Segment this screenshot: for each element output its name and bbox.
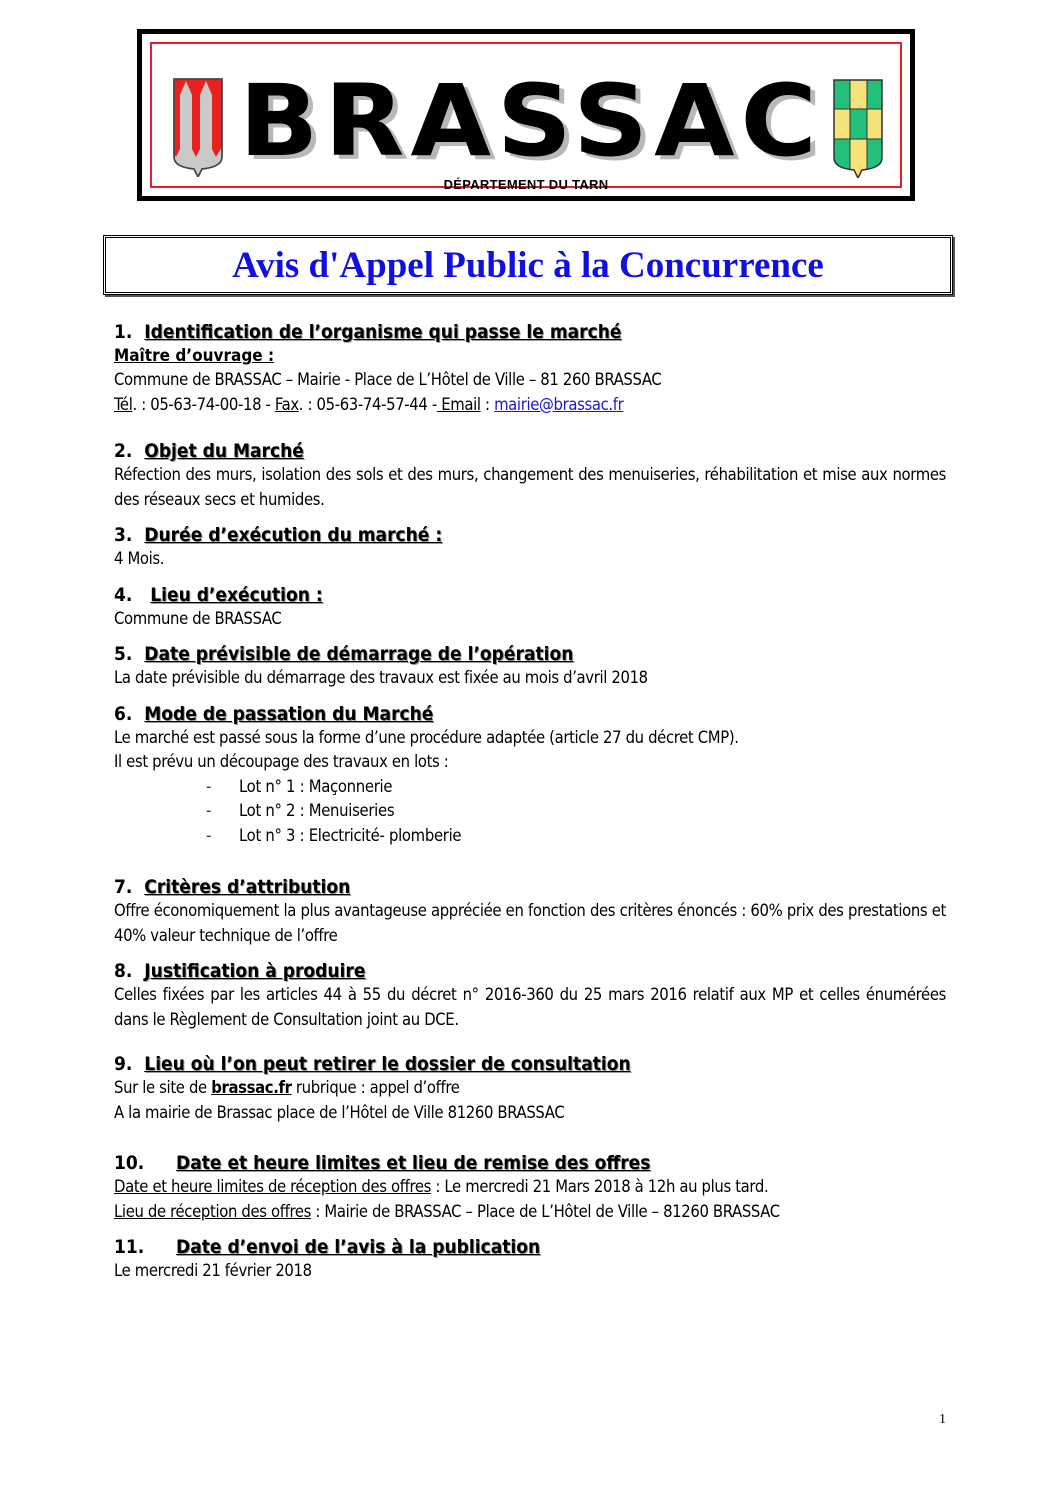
section-2: [114, 439, 946, 512]
section-heading: [114, 875, 946, 899]
brand-subtitle: DÉPARTEMENT DU TARN: [443, 177, 609, 192]
tel-label: Tél: [114, 394, 133, 414]
section-heading: [114, 583, 946, 607]
page-title: Avis d'Appel Public à la Concurrence: [232, 244, 824, 286]
deadline-line: [114, 1175, 946, 1200]
section-number: 5.: [114, 643, 133, 665]
email-separator: :: [480, 394, 495, 414]
section-6: [114, 702, 946, 849]
website-link[interactable]: brassac.fr: [211, 1078, 292, 1097]
document-body: [114, 320, 946, 1284]
lot-item: [114, 775, 946, 800]
lot-text: Lot n° 2 : Menuiseries: [239, 801, 395, 820]
section-title: Identification de l’organisme qui passe le marché: [144, 321, 622, 343]
section-11: [114, 1235, 946, 1284]
section-9: [114, 1052, 946, 1125]
deadline-value: : Le mercredi 21 Mars 2018 à 12h au plus tard.: [431, 1177, 769, 1196]
header-banner: [137, 29, 915, 201]
section-10: [114, 1151, 946, 1224]
section-text: La date prévisible du démarrage des travaux est fixée au mois d’avril 2018: [114, 668, 648, 687]
section-title: Lieu d’exécution :: [150, 583, 323, 606]
section-heading: [114, 959, 946, 983]
bullet: -: [206, 801, 212, 820]
text: rubrique : appel d’offre: [291, 1078, 460, 1097]
download-site-line: [114, 1076, 946, 1101]
maitre-ouvrage-label: Maître d’ouvrage :: [114, 346, 275, 366]
section-number: 7.: [114, 876, 133, 898]
section-text: Le marché est passé sous la forme d’une procédure adaptée (article 27 du décret CMP).: [114, 727, 739, 747]
section-title: Critères d’attribution: [144, 876, 351, 898]
section-heading: [114, 1151, 946, 1175]
section-heading: [114, 1052, 946, 1076]
fax-value: . : 05-63-74-57-44 -: [298, 394, 437, 414]
section-title: Date d’envoi de l’avis à la publication: [176, 1236, 541, 1258]
section-text: Celles fixées par les articles 44 à 55 du décret n° 2016-360 du 25 mars 2016 relatif aux MP et celles énumérées dans le Règlement de Consultation joint au DCE.: [114, 985, 946, 1029]
section-title: Durée d’exécution du marché :: [144, 524, 443, 546]
page-number: 1: [939, 1412, 946, 1427]
section-number: 1.: [114, 321, 133, 343]
lot-text: Lot n° 1 : Maçonnerie: [239, 776, 393, 796]
section-number: 8.: [114, 960, 133, 982]
section-heading: [114, 1235, 946, 1259]
section-number: 2.: [114, 440, 133, 462]
lot-text: Lot n° 3 : Electricité- plomberie: [239, 825, 462, 845]
section-heading: [114, 642, 946, 666]
section-text: Il est prévu un découpage des travaux en lots :: [114, 752, 449, 771]
tel-value: . : 05-63-74-00-18 -: [132, 394, 275, 414]
section-1: [114, 320, 946, 417]
section-heading: [114, 523, 946, 547]
lot-item: [114, 799, 946, 824]
fax-label: Fax: [274, 394, 299, 414]
coat-of-arms-left-icon: [172, 77, 224, 177]
section-title: Mode de passation du Marché: [144, 702, 434, 725]
reception-place-line: [114, 1200, 946, 1225]
title-box: [103, 235, 953, 295]
section-title: Date et heure limites et lieu de remise des offres: [176, 1152, 651, 1174]
section-number: 11.: [114, 1236, 145, 1258]
brand-logo-text: BRASSAC: [239, 63, 823, 179]
bullet: -: [206, 825, 212, 845]
section-number: 10.: [114, 1152, 145, 1174]
section-title: Justification à produire: [144, 960, 366, 982]
section-8: [114, 959, 946, 1032]
section-text: 4 Mois.: [114, 549, 165, 568]
coat-of-arms-right-icon: [832, 78, 884, 178]
section-text: Commune de BRASSAC: [114, 608, 282, 628]
section-number: 9.: [114, 1053, 133, 1075]
section-heading: [114, 320, 946, 344]
section-number: 3.: [114, 524, 133, 546]
section-7: [114, 875, 946, 948]
text: Sur le site de: [114, 1078, 212, 1097]
section-title: Objet du Marché: [144, 440, 304, 462]
section-number: 6.: [114, 702, 133, 725]
section-5: [114, 642, 946, 691]
deadline-label: Date et heure limites de réception des offres: [114, 1177, 432, 1196]
lot-item: [114, 824, 946, 849]
section-title: Date prévisible de démarrage de l’opération: [144, 643, 574, 665]
section-number: 4.: [114, 583, 133, 606]
email-link[interactable]: mairie@brassac.fr: [494, 394, 624, 414]
email-label: Email: [436, 394, 481, 414]
section-text: Réfection des murs, isolation des sols et des murs, changement des menuiseries, réhabilitation et mise aux normes des réseaux secs et humides.: [114, 465, 946, 509]
place-label: Lieu de réception des offres: [114, 1201, 312, 1221]
section-title: Lieu où l’on peut retirer le dossier de consultation: [144, 1053, 631, 1075]
section-heading: [114, 439, 946, 463]
section-4: [114, 583, 946, 632]
bullet: -: [206, 776, 212, 796]
section-3: [114, 523, 946, 572]
contact-line: [114, 393, 946, 418]
section-text: Le mercredi 21 février 2018: [114, 1261, 312, 1280]
section-heading: [114, 702, 946, 726]
banner-inner-frame: [150, 42, 902, 192]
address-line: Commune de BRASSAC – Mairie - Place de L’Hôtel de Ville – 81 260 BRASSAC: [114, 370, 662, 389]
mairie-line: A la mairie de Brassac place de l’Hôtel de Ville 81260 BRASSAC: [114, 1102, 565, 1122]
section-text: Offre économiquement la plus avantageuse appréciée en fonction des critères énoncés : 60% prix des prestations et 40% valeur technique de l’offre: [114, 901, 946, 945]
place-value: : Mairie de BRASSAC – Place de L’Hôtel de Ville – 81260 BRASSAC: [311, 1201, 780, 1221]
